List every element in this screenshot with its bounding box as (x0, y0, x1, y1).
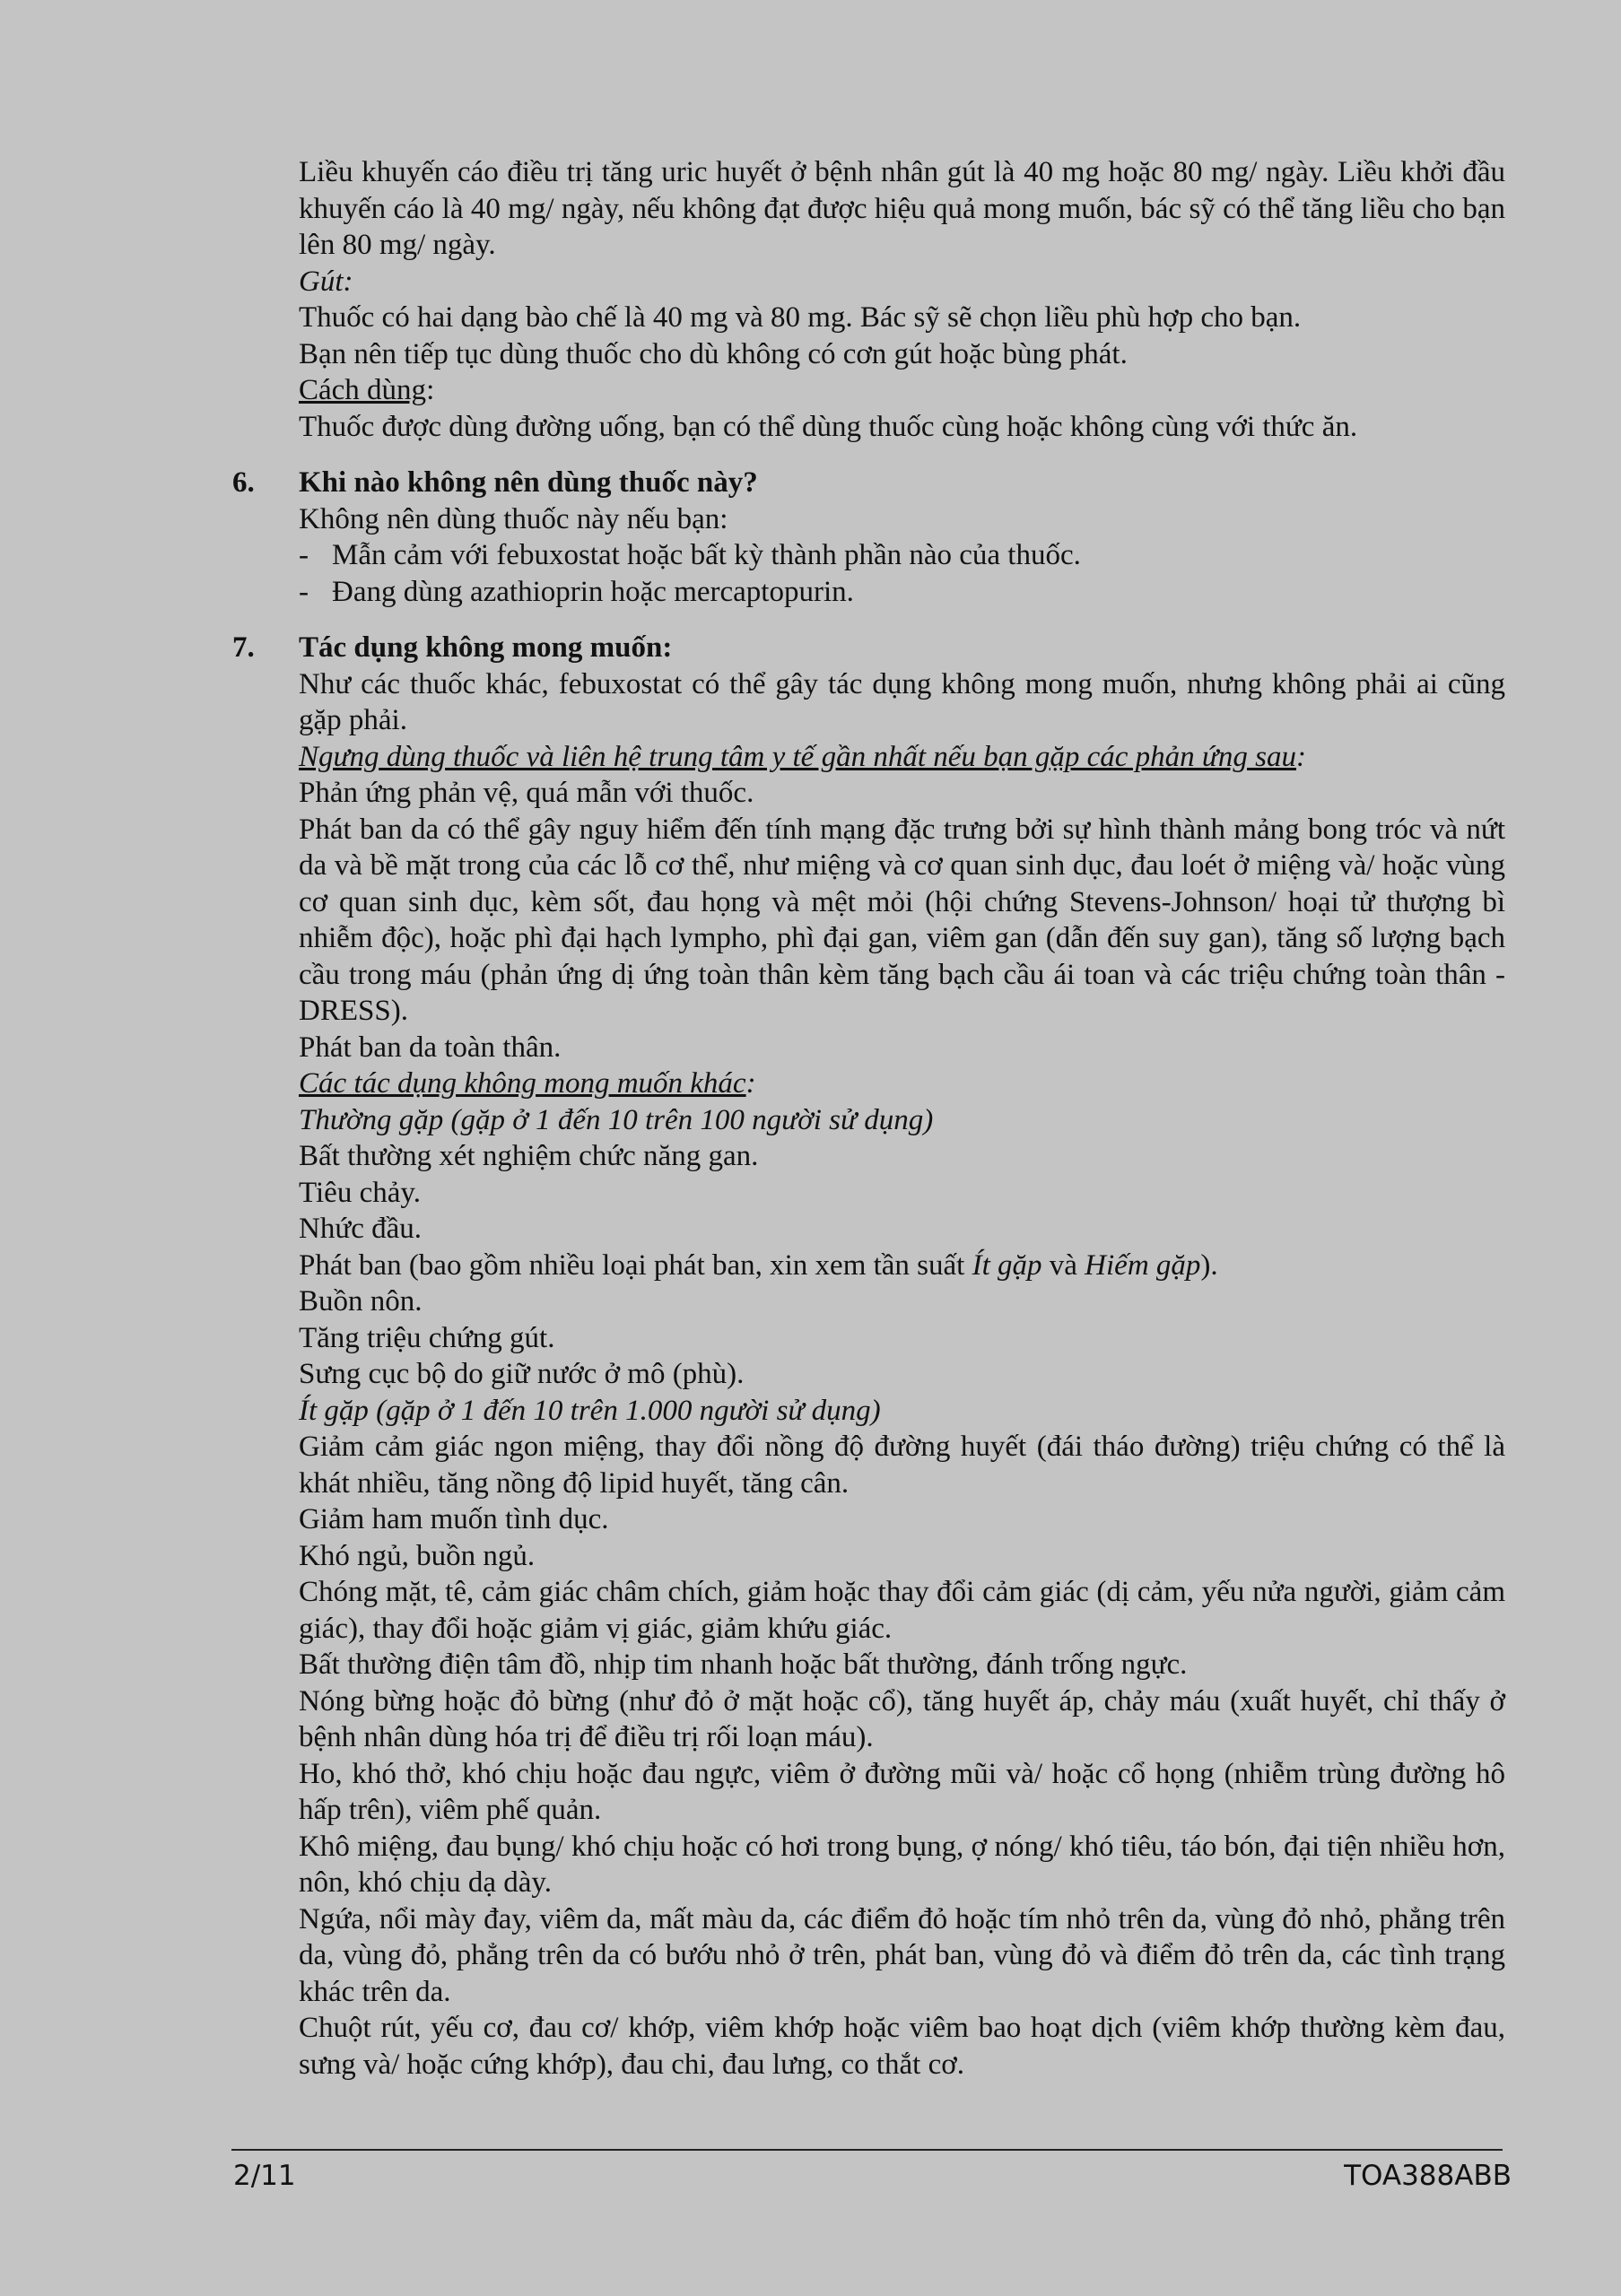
dosage-forms-paragraph: Thuốc có hai dạng bào chế là 40 mg và 80 mg. Bác sỹ sẽ chọn liều phù hợp cho bạn. (299, 301, 1302, 334)
usage-colon: : (426, 374, 435, 406)
common-heading: Thường gặp (gặp ở 1 đến 10 trên 100 người sử dụng) (299, 1103, 934, 1136)
uncommon-effect: Giảm cảm giác ngon miệng, thay đổi nồng độ đường huyết (đái tháo đường) triệu chứng có thể là khát nhiều, tăng nồng độ lipid huyết, tăng cân. (299, 1431, 1505, 1500)
uncommon-effect: Giảm ham muốn tình dục. (299, 1503, 609, 1535)
common-effect: Nhức đầu. (299, 1213, 423, 1245)
section-7 (232, 630, 1505, 2083)
section-6 (232, 465, 1505, 610)
other-heading-text: Các tác dụng không mong muốn khác (299, 1067, 746, 1100)
uncommon-effect: Chuột rút, yếu cơ, đau cơ/ khớp, viêm khớp hoặc viêm bao hoạt dịch (viêm khớp thường kèm đau, sưng và/ hoặc cứng khớp), đau chi, đau lưng, co thắt cơ. (299, 2012, 1505, 2081)
gout-label: Gút: (299, 265, 353, 298)
uncommon-effect: Bất thường điện tâm đồ, nhịp tim nhanh hoặc bất thường, đánh trống ngực. (299, 1648, 1188, 1681)
common-effect: Tăng triệu chứng gút. (299, 1321, 555, 1354)
contraindication-item: - Mẫn cảm với febuxostat hoặc bất kỳ thành phần nào của thuốc. (299, 537, 1505, 574)
other-heading: Các tác dụng không mong muốn khác: (299, 1067, 756, 1100)
section-7-number: 7. (232, 631, 255, 664)
section-6-number: 6. (232, 466, 255, 499)
section-7-lead: Như các thuốc khác, febuxostat có thể gây tác dụng không mong muốn, nhưng không phải ai cũng gặp phải. (299, 667, 1505, 736)
page-content (232, 154, 1505, 2083)
section-6-title: Khi nào không nên dùng thuốc này? (299, 466, 758, 499)
common-effect: Bất thường xét nghiệm chức năng gan. (299, 1140, 759, 1172)
uncommon-effect: Chóng mặt, tê, cảm giác châm chích, giảm hoặc thay đổi cảm giác (dị cảm, yếu nửa người, giảm cảm giác), thay đổi hoặc giảm vị giác, giảm khứu giác. (299, 1576, 1505, 1645)
bullet-dash: - (299, 539, 309, 571)
dosage-paragraph: Liều khuyến cáo điều trị tăng uric huyết ở bệnh nhân gút là 40 mg hoặc 80 mg/ ngày. Liều khởi đầu khuyến cáo là 40 mg/ ngày, nếu không đạt được hiệu quả mong muốn, bác sỹ có thể tăng liều cho bạn lên 80 mg/ ngày. (299, 156, 1505, 261)
usage-label: Cách dùng (299, 374, 427, 406)
stop-heading: Ngưng dùng thuốc và liên hệ trung tâm y tế gần nhất nếu bạn gặp các phản ứng sau: (299, 740, 1307, 773)
uncommon-effect: Khô miệng, đau bụng/ khó chịu hoặc có hơi trong bụng, ợ nóng/ khó tiêu, táo bón, đại tiện nhiều hơn, nôn, khó chịu dạ dày. (299, 1830, 1505, 1899)
uncommon-effect: Ngứa, nổi mày đay, viêm da, mất màu da, các điểm đỏ hoặc tím nhỏ trên da, vùng đỏ nhỏ, phẳng trên da, vùng đỏ, phẳng trên da có bướu nhỏ ở trên, phát ban, vùng đỏ và điểm đỏ trên da, các tình trạng khác trên da. (299, 1902, 1505, 2008)
document-code: TOA388ABB (1344, 2160, 1512, 2192)
uncommon-effect: Nóng bừng hoặc đỏ bừng (như đỏ ở mặt hoặc cổ), tăng huyết áp, chảy máu (xuất huyết, chỉ thấy ở bệnh nhân dùng hóa trị để điều trị rối loạn máu). (299, 1684, 1505, 1753)
uncommon-effect: Ho, khó thở, khó chịu hoặc đau ngực, viêm ở đường mũi và/ hoặc cổ họng (nhiễm trùng đường hô hấp trên), viêm phế quản. (299, 1757, 1505, 1826)
common-effect: Sưng cục bộ do giữ nước ở mô (phù). (299, 1358, 745, 1390)
usage-heading (299, 372, 1505, 409)
stop-heading-text: Ngưng dùng thuốc và liên hệ trung tâm y tế gần nhất nếu bạn gặp các phản ứng sau (299, 740, 1297, 773)
uncommon-effect: Khó ngủ, buồn ngủ. (299, 1539, 536, 1572)
common-effect-rash: Phát ban (bao gồm nhiều loại phát ban, xin xem tần suất Ít gặp và Hiếm gặp). (299, 1248, 1218, 1282)
common-effect: Tiêu chảy. (299, 1176, 421, 1209)
serious-effect: Phát ban da toàn thân. (299, 1031, 562, 1064)
common-effect: Buồn nôn. (299, 1285, 423, 1318)
continue-paragraph: Bạn nên tiếp tục dùng thuốc cho dù không có cơn gút hoặc bùng phát. (299, 337, 1128, 370)
bullet-dash: - (299, 575, 309, 608)
uncommon-heading: Ít gặp (gặp ở 1 đến 10 trên 1.000 người sử dụng) (299, 1394, 881, 1427)
section-7-title: Tác dụng không mong muốn: (299, 631, 673, 664)
serious-effect: Phát ban da có thể gây nguy hiểm đến tính mạng đặc trưng bởi sự hình thành mảng bong tróc và nứt da và bề mặt trong của các lỗ cơ thể, như miệng và cơ quan sinh dục, đau loét ở miệng và/ hoặc vùng cơ quan sinh dục, kèm sốt, đau họng và mệt mỏi (hội chứng Stevens-Johnson/ hoại tử thượng bì nhiễm độc), hoặc phì đại hạch lympho, phì đại gan, viêm gan (dẫn đến suy gan), tăng số lượng bạch cầu trong máu (phản ứng dị ứng toàn thân kèm tăng bạch cầu ái toan và các triệu chứng toàn thân - DRESS). (299, 813, 1505, 1027)
page-number: 2/11 (233, 2160, 296, 2192)
usage-paragraph: Thuốc được dùng đường uống, bạn có thể dùng thuốc cùng hoặc không cùng với thức ăn. (299, 410, 1358, 443)
contraindication-item: - Đang dùng azathioprin hoặc mercaptopurin. (299, 574, 1505, 611)
serious-effect: Phản ứng phản vệ, quá mẫn với thuốc. (299, 777, 754, 809)
footer-divider (231, 2149, 1503, 2151)
section-6-lead: Không nên dùng thuốc này nếu bạn: (299, 502, 728, 535)
